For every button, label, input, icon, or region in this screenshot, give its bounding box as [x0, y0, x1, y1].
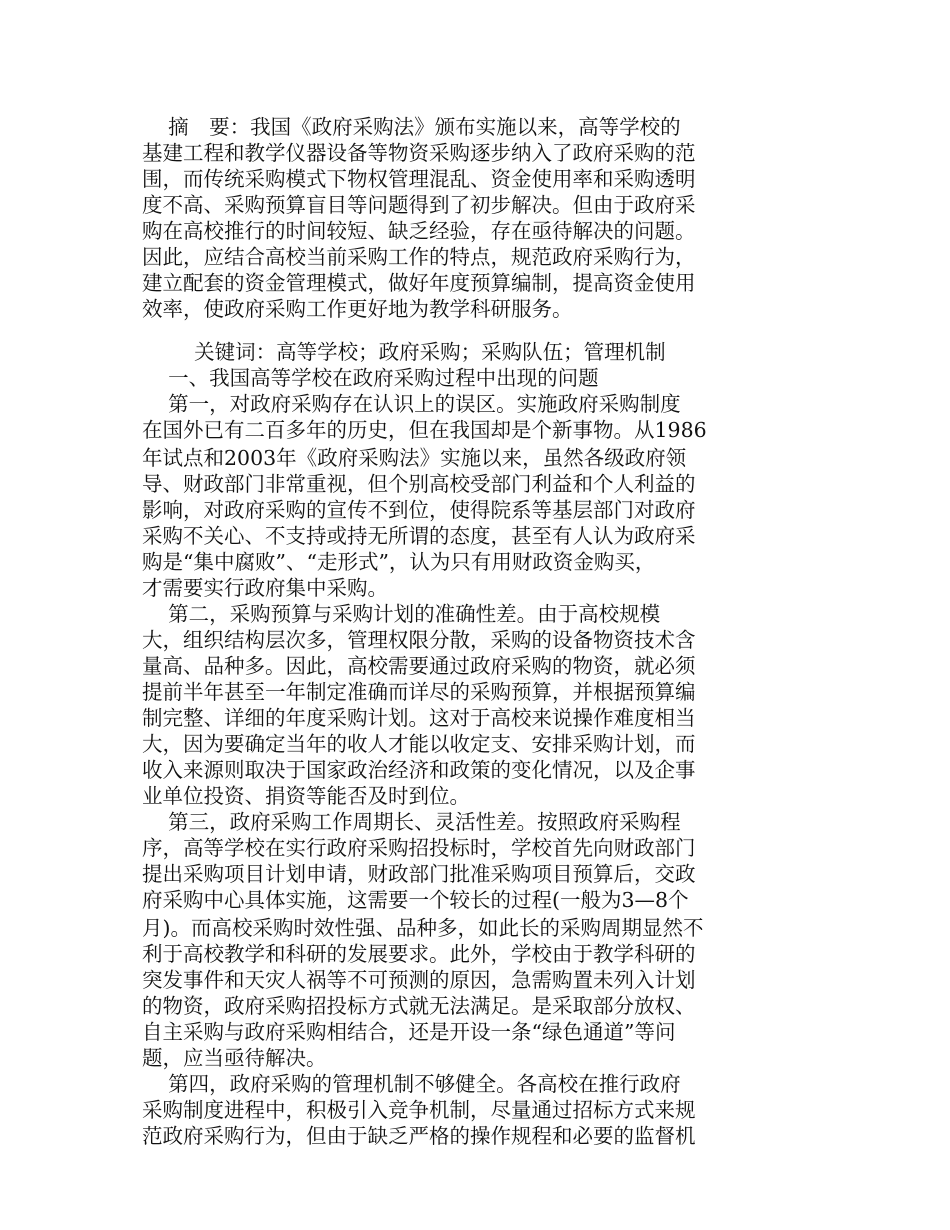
text-line: 大，组织结构层次多，管理权限分散，采购的设备物资技术含	[142, 628, 696, 652]
text-line: 利于高校教学和科研的发展要求。此外，学校由于教学科研的	[142, 942, 696, 966]
text-line: 第三，政府采购工作周期长、灵活性差。按照政府采购程	[142, 810, 681, 834]
text-line: 突发事件和天灾人祸等不可预测的原因，急需购置未列入计划	[142, 968, 696, 992]
text-line: 基建工程和教学仪器设备等物资采购逐步纳入了政府采购的范	[142, 141, 696, 165]
text-line: 效率，使政府采购工作更好地为教学科研服务。	[142, 297, 573, 321]
text-line: 提前半年甚至一年制定准确而详尽的采购预算，并根据预算编	[142, 680, 696, 704]
text-line: 大，因为要确定当年的收人才能以收定支、安排采购计划，而	[142, 732, 696, 756]
text-line: 的物资，政府采购招投标方式就无法满足。是采取部分放权、	[142, 994, 696, 1018]
text-line: 题，应当亟待解决。	[142, 1046, 327, 1070]
text-line: 摘 要：我国《政府采购法》颁布实施以来，高等学校的	[142, 115, 681, 139]
text-line: 府采购中心具体实施，这需要一个较长的过程(一般为3—8个	[142, 888, 689, 912]
text-line: 量高、品种多。因此，高校需要通过政府采购的物资，就必须	[142, 654, 696, 678]
text-line: 度不高、采购预算盲目等问题得到了初步解决。但由于政府采	[142, 193, 696, 217]
text-line: 才需要实行政府集中采购。	[142, 576, 388, 600]
text-line: 提出采购项目计划申请，财政部门批准采购项目预算后，交政	[142, 862, 696, 886]
text-line: 采购不关心、不支持或持无所谓的态度，甚至有人认为政府采	[142, 524, 696, 548]
text-line: 第四，政府采购的管理机制不够健全。各高校在推行政府	[142, 1072, 681, 1096]
text-line: 围，而传统采购模式下物权管理混乱、资金使用率和采购透明	[142, 167, 696, 191]
text-line: 第二，采购预算与采购计划的准确性差。由于高校规模	[142, 602, 661, 626]
keywords-line: 关键词：高等学校；政府采购；采购队伍；管理机制	[142, 340, 666, 364]
text-line: 影响，对政府采购的宣传不到位，使得院系等基层部门对政府	[142, 498, 696, 522]
text-line: 制完整、详细的年度采购计划。这对于高校来说操作难度相当	[142, 706, 696, 730]
text-line: 序，高等学校在实行政府采购招投标时，学校首先向财政部门	[142, 836, 696, 860]
text-line: 第一，对政府采购存在认识上的误区。实施政府采购制度	[142, 392, 681, 416]
text-line: 自主采购与政府采购相结合，还是开设一条“绿色通道”等问	[142, 1020, 676, 1044]
text-line: 范政府采购行为，但由于缺乏严格的操作规程和必要的监督机	[142, 1124, 696, 1148]
text-line: 月)。而高校采购时效性强、品种多，如此长的采购周期显然不	[142, 916, 704, 940]
text-line: 建立配套的资金管理模式，做好年度预算编制，提高资金使用	[142, 271, 696, 295]
text-line: 采购制度进程中，积极引入竞争机制，尽量通过招标方式来规	[142, 1098, 696, 1122]
text-line: 购在高校推行的时间较短、缺乏经验，存在亟待解决的问题。	[142, 219, 696, 243]
text-line: 年试点和2003年《政府采购法》实施以来，虽然各级政府领	[142, 446, 687, 470]
text-line: 购是“集中腐败”、“走形式”，认为只有用财政资金购买，	[142, 550, 656, 574]
text-line: 在国外已有二百多年的历史，但在我国却是个新事物。从1986	[142, 418, 707, 442]
text-line: 导、财政部门非常重视，但个别高校受部门利益和个人利益的	[142, 472, 696, 496]
text-line: 业单位投资、捐资等能否及时到位。	[142, 784, 470, 808]
text-line: 收入来源则取决于国家政治经济和政策的变化情况，以及企事	[142, 758, 696, 782]
section-heading: 一、我国高等学校在政府采购过程中出现的问题	[142, 366, 599, 390]
text-line: 因此，应结合高校当前采购工作的特点，规范政府采购行为，	[142, 245, 696, 269]
